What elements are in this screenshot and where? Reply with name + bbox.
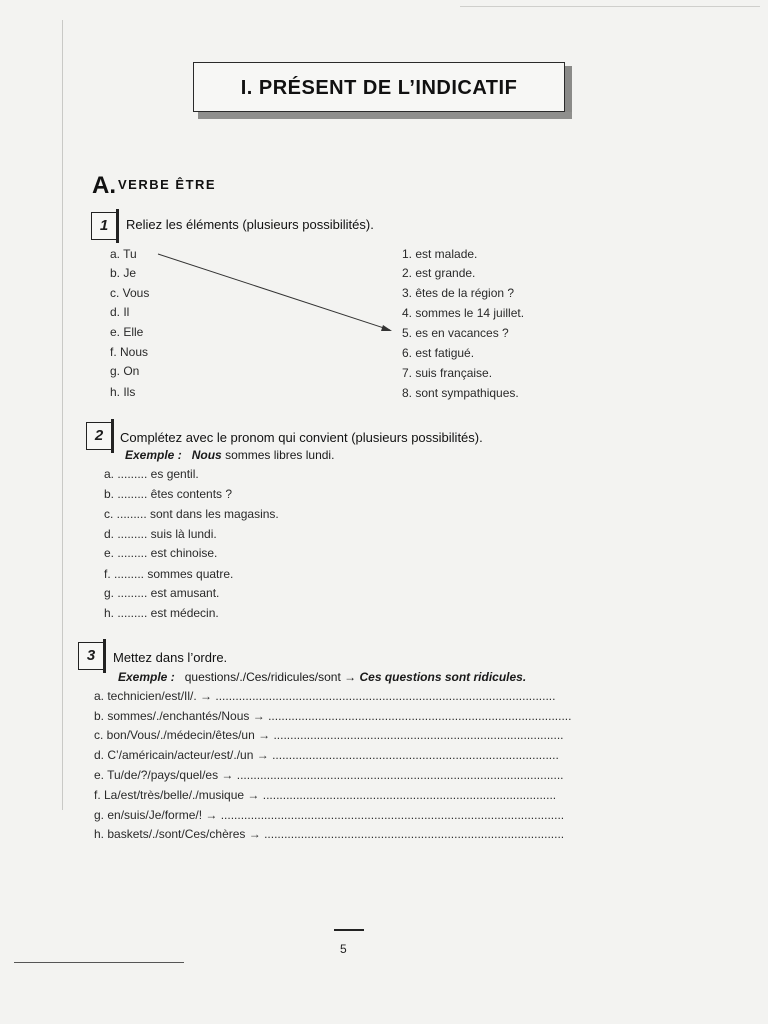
exercise-3-number: 3	[78, 642, 104, 670]
ex1-left-item: f. Nous	[110, 345, 149, 359]
ex1-right-item: 5. es en vacances ?	[402, 326, 509, 340]
example-rest: sommes libres lundi.	[225, 448, 335, 462]
exercise-2-example	[125, 448, 334, 462]
ex2-item: c. ......... sont dans les magasins.	[104, 507, 279, 521]
ex3-item: d. C’/américain/acteur/est/./un → ......................................................................................	[94, 748, 559, 762]
ex3-item: f. La/est/très/belle/./musique → ........................................................................................	[94, 788, 557, 802]
ex1-left-item: h. Ils	[110, 385, 136, 399]
ex3-item: b. sommes/./enchantés/Nous → ...........................................................................................	[94, 709, 572, 723]
page-number: 5	[340, 942, 347, 956]
ex1-right-item: 3. êtes de la région ?	[402, 286, 515, 300]
ex1-right-item: 7. suis française.	[402, 366, 493, 380]
exercise-1-instruction: Reliez les éléments (plusieurs possibilités).	[126, 217, 374, 232]
ex1-right-item: 4. sommes le 14 juillet.	[402, 306, 525, 320]
ex1-right-item: 6. est fatigué.	[402, 346, 475, 360]
ex2-item: h. ......... est médecin.	[104, 606, 219, 620]
ex3-item: g. en/suis/Je/forme/! → .......................................................................................................	[94, 808, 565, 822]
example-label: Exemple :	[118, 670, 175, 684]
ex1-left-item: a. Tu	[110, 247, 137, 261]
ex1-left-item: c. Vous	[110, 286, 150, 300]
exercise-3-example	[118, 670, 526, 684]
ex1-right-item: 1. est malade.	[402, 247, 478, 261]
ex2-item: f. ......... sommes quatre.	[104, 567, 234, 581]
ex2-item: b. ......... êtes contents ?	[104, 487, 233, 501]
example-text: questions/./Ces/ridicules/sont →	[184, 670, 357, 684]
bottom-rule	[14, 962, 184, 963]
ex1-left-item: b. Je	[110, 266, 137, 280]
ex3-item: e. Tu/de/?/pays/quel/es → ..................................................................................................	[94, 768, 564, 782]
ex2-item: a. ......... es gentil.	[104, 467, 199, 481]
example-bold: Nous	[191, 448, 222, 462]
ex3-item: a. technicien/est/Il/. → ......................................................................................................	[94, 689, 556, 703]
ex2-item: e. ......... est chinoise.	[104, 546, 218, 560]
page-number-rule	[334, 929, 364, 931]
ex1-right-item: 8. sont sympathiques.	[402, 386, 519, 400]
ex3-item: h. baskets/./sont/Ces/chères → ..........................................................................................	[94, 827, 565, 841]
exercise-2-instruction: Complétez avec le pronom qui convient (plusieurs possibilités).	[120, 430, 483, 445]
example-label: Exemple :	[125, 448, 182, 462]
ex1-left-item: g. On	[110, 364, 140, 378]
ex1-left-item: e. Elle	[110, 325, 144, 339]
ex3-item: c. bon/Vous/./médecin/êtes/un → .......................................................................................	[94, 728, 564, 742]
exercise-2-number: 2	[86, 422, 112, 450]
page-title: I. PRÉSENT DE L’INDICATIF	[240, 77, 518, 99]
ex1-left-item: d. Il	[110, 305, 130, 319]
section-title: VERBE ÊTRE	[118, 177, 217, 192]
section-letter: A.	[92, 172, 116, 199]
example-answer: Ces questions sont ridicules.	[359, 670, 527, 684]
ex2-item: d. ......... suis là lundi.	[104, 527, 217, 541]
exercise-1-number: 1	[91, 212, 117, 240]
ex2-item: g. ......... est amusant.	[104, 586, 220, 600]
ex1-right-item: 2. est grande.	[402, 266, 476, 280]
exercise-3-instruction: Mettez dans l’ordre.	[113, 650, 228, 665]
